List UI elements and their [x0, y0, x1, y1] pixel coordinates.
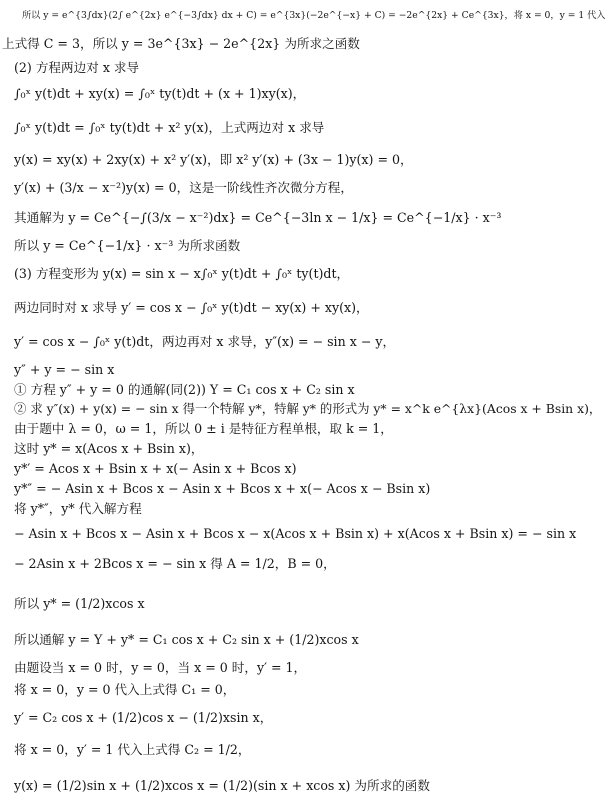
text-line: y(x) = xy(x) + 2xy(x) + x² y′(x)，即 x² y′(x) + (3x − 1)y(x) = 0，: [14, 152, 413, 167]
text-line: (2) 方程两边对 x 求导: [14, 60, 140, 75]
text-line: 由题设当 x = 0 时，y = 0，当 x = 0 时，y′ = 1，: [14, 660, 307, 675]
text-line: ∫₀ˣ y(t)dt + xy(x) = ∫₀ˣ ty(t)dt + (x + 1)xy(x)，: [14, 86, 306, 101]
text-line: 这时 y* = x(Acos x + Bsin x)，: [14, 441, 204, 456]
text-line: 其通解为 y = Ce^{−∫(3/x − x⁻²)dx} = Ce^{−3ln x − 1/x} = Ce^{−1/x} · x⁻³: [14, 210, 502, 225]
text-line: 所以通解 y = Y + y* = C₁ cos x + C₂ sin x + (1/2)xcos x: [14, 632, 359, 647]
text-line: ① 方程 y″ + y = 0 的通解(同(2)) Y = C₁ cos x + C₂ sin x: [14, 382, 355, 397]
text-line: 所以 y = Ce^{−1/x} · x⁻³ 为所求函数: [14, 238, 241, 253]
text-line: 所以 y* = (1/2)xcos x: [14, 596, 145, 611]
text-line: ∫₀ˣ y(t)dt = ∫₀ˣ ty(t)dt + x² y(x)，上式两边对 x 求导: [14, 120, 325, 135]
text-line: 所以 y = e^{3∫dx}(2∫ e^{2x} e^{−3∫dx} dx + C) = e^{3x}(−2e^{−x} + C) = −2e^{2x} + Ce^{3x}，将 x = 0，y = 1 代入: [22, 10, 606, 21]
text-line: 将 x = 0，y′ = 1 代入上式得 C₂ = 1/2，: [14, 742, 251, 757]
text-line: y′ = C₂ cos x + (1/2)cos x − (1/2)xsin x，: [14, 710, 273, 725]
text-line: 上式得 C = 3，所以 y = 3e^{3x} − 2e^{2x} 为所求之函数: [2, 36, 360, 51]
text-line: 将 x = 0，y = 0 代入上式得 C₁ = 0，: [14, 682, 236, 697]
text-line: y*′ = Acos x + Bsin x + x(− Asin x + Bcos x): [14, 461, 297, 476]
text-line: (3) 方程变形为 y(x) = sin x − x∫₀ˣ y(t)dt + ∫₀ˣ ty(t)dt，: [14, 266, 350, 281]
text-line: y*″ = − Asin x + Bcos x − Asin x + Bcos x + x(− Acos x − Bsin x): [14, 481, 431, 496]
text-line: ② 求 y″(x) + y(x) = − sin x 得一个特解 y*，特解 y* 的形式为 y* = x^k e^{λx}(Acos x + Bsin x)，: [14, 401, 602, 416]
text-line: 将 y*″，y* 代入解方程: [14, 501, 142, 516]
text-line: 两边同时对 x 求导 y′ = cos x − ∫₀ˣ y(t)dt − xy(x) + xy(x)，: [14, 300, 369, 315]
text-line: − 2Asin x + 2Bcos x = − sin x 得 A = 1/2，B = 0，: [14, 556, 336, 571]
text-line: y′ = cos x − ∫₀ˣ y(t)dt，两边再对 x 求导，y″(x) = − sin x − y，: [14, 334, 396, 349]
text-line: 由于题中 λ = 0，ω = 1，所以 0 ± i 是特征方程单根，取 k = 1，: [14, 421, 393, 436]
text-line: y′(x) + (3/x − x⁻²)y(x) = 0，这是一阶线性齐次微分方程，: [14, 180, 353, 195]
text-line: y″ + y = − sin x: [14, 362, 115, 377]
text-line: y(x) = (1/2)sin x + (1/2)xcos x = (1/2)(sin x + xcos x) 为所求的函数: [14, 778, 430, 793]
text-line: − Asin x + Bcos x − Asin x + Bcos x − x(Acos x + Bsin x) + x(Acos x + Bsin x) = − sin x: [14, 526, 577, 541]
